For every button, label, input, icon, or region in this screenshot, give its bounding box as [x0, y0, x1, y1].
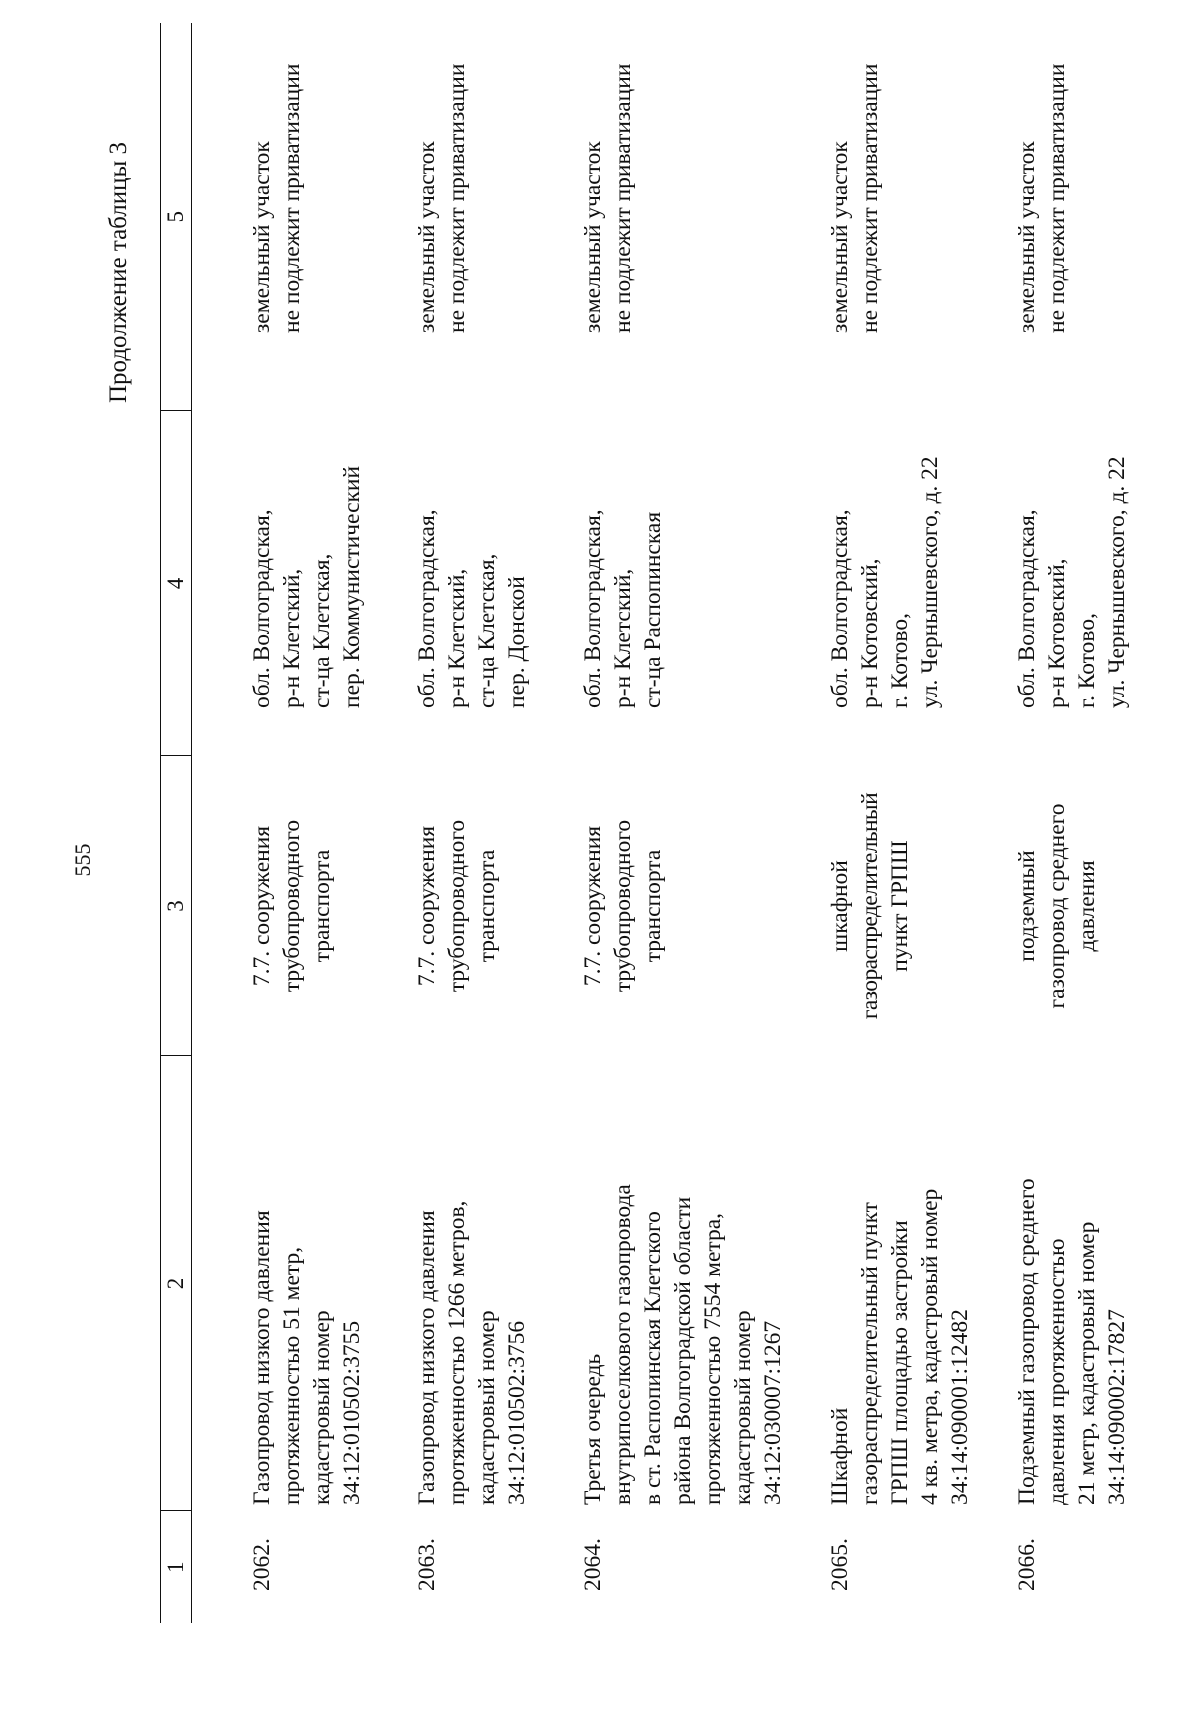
object-name-line: протяженностью 51 метр,: [279, 1246, 305, 1505]
object-name-line: 34:12:010502:3755: [339, 1320, 365, 1505]
object-note-line: земельный участок: [827, 141, 853, 333]
object-note-line: земельный участок: [580, 141, 606, 333]
object-note-line: земельный участок: [414, 141, 440, 333]
object-name-line: внутрипоселкового газопровода: [610, 1184, 636, 1505]
object-address-line: р-н Котовский,: [857, 558, 883, 708]
object-type-line: подземный: [1014, 850, 1040, 962]
object-address-line: р-н Клетский,: [610, 568, 636, 708]
object-note-line: не подлежит приватизации: [444, 63, 470, 333]
object-address: [375, 411, 540, 756]
object-note: [375, 23, 540, 411]
column-header-5: 5: [161, 23, 192, 411]
object-type-line: шкафной: [827, 860, 853, 952]
object-note-line: не подлежит приватизации: [610, 63, 636, 333]
object-name-line: кадастровый номер: [309, 1310, 335, 1505]
object-name-line: ГРПШ площадью застройки: [887, 1220, 913, 1505]
object-type: [192, 756, 376, 1056]
object-type-line: транспорта: [640, 849, 666, 963]
table-row: [375, 23, 540, 1623]
table-row: [192, 23, 376, 1623]
object-type-line: газопровод среднего: [1044, 803, 1070, 1009]
object-type: [375, 756, 540, 1056]
object-note-line: земельный участок: [1014, 141, 1040, 333]
object-name-line: кадастровый номер: [474, 1310, 500, 1505]
object-type-line: газораспределительный: [857, 792, 883, 1020]
object-name: [540, 1056, 788, 1511]
page-number: 555: [70, 843, 95, 877]
object-address-line: р-н Клетский,: [444, 568, 470, 708]
row-number: 2064.: [580, 1538, 606, 1591]
table-row: [540, 23, 788, 1623]
column-header-1: 1: [161, 1511, 192, 1623]
object-type: [975, 756, 1140, 1056]
object-address-line: ст-ца Клетская,: [474, 553, 500, 708]
object-type: [788, 756, 975, 1056]
object-type-line: трубопроводного: [610, 819, 636, 993]
object-name-line: Третья очередь: [580, 1353, 606, 1505]
object-address-line: ул. Чернышевского, д. 22: [1104, 456, 1130, 708]
table-row: [788, 23, 975, 1623]
column-header-4: 4: [161, 411, 192, 756]
object-type-line: давления: [1074, 860, 1100, 952]
object-address-line: ул. Чернышевского, д. 22: [917, 456, 943, 708]
object-name: [375, 1056, 540, 1511]
object-type: [540, 756, 788, 1056]
object-name-line: 34:14:090002:17827: [1104, 1309, 1130, 1505]
column-header-3: 3: [161, 756, 192, 1056]
object-name-line: 34:12:010502:3756: [504, 1320, 530, 1505]
object-note: [788, 23, 975, 411]
object-type-line: трубопроводного: [279, 819, 305, 993]
registry-table: [160, 23, 1140, 1623]
object-name-line: газораспределительный пункт: [857, 1202, 883, 1505]
object-address: [540, 411, 788, 756]
object-type-line: пункт ГРПШ: [887, 840, 913, 972]
object-note: [540, 23, 788, 411]
object-note: [192, 23, 376, 411]
object-address-line: обл. Волгоградская,: [827, 509, 853, 708]
object-address-line: р-н Котовский,: [1044, 558, 1070, 708]
row-number: 2062.: [249, 1538, 275, 1591]
header-row: [161, 23, 192, 1623]
object-type-line: трубопроводного: [444, 819, 470, 993]
object-address-line: ст-ца Распопинская: [640, 511, 666, 708]
object-name-line: 21 метр, кадастровый номер: [1074, 1221, 1100, 1505]
object-type-line: 7.7. сооружения: [580, 825, 606, 987]
object-address-line: г. Котово,: [1074, 613, 1100, 708]
row-number: 2066.: [1014, 1538, 1040, 1591]
object-name: [788, 1056, 975, 1511]
object-type-line: транспорта: [474, 849, 500, 963]
object-name-line: протяженностью 7554 метра,: [700, 1212, 726, 1505]
object-name-line: района Волгоградской области: [670, 1196, 696, 1505]
column-header-2: 2: [161, 1056, 192, 1511]
object-name-line: 34:14:090001:12482: [947, 1309, 973, 1505]
row-number: 2065.: [827, 1538, 853, 1591]
table-row: [975, 23, 1140, 1623]
object-name: [975, 1056, 1140, 1511]
object-address-line: пер. Коммунистический: [339, 465, 365, 708]
object-note-line: не подлежит приватизации: [279, 63, 305, 333]
object-address: [192, 411, 376, 756]
object-address-line: г. Котово,: [887, 613, 913, 708]
object-type-line: 7.7. сооружения: [414, 825, 440, 987]
object-address-line: обл. Волгоградская,: [1014, 509, 1040, 708]
row-number: 2063.: [414, 1538, 440, 1591]
object-name-line: протяженностью 1266 метров,: [444, 1200, 470, 1505]
object-address-line: обл. Волгоградская,: [580, 509, 606, 708]
object-address-line: обл. Волгоградская,: [249, 509, 275, 708]
object-address: [975, 411, 1140, 756]
object-address-line: обл. Волгоградская,: [414, 509, 440, 708]
object-name-line: кадастровый номер: [730, 1310, 756, 1505]
table-continuation-caption: Продолжение таблицы 3: [105, 141, 132, 403]
object-type-line: 7.7. сооружения: [249, 825, 275, 987]
object-name-line: давления протяженностью: [1044, 1238, 1070, 1505]
object-name: [192, 1056, 376, 1511]
object-name-line: Газопровод низкого давления: [249, 1210, 275, 1505]
object-name-line: Газопровод низкого давления: [414, 1210, 440, 1505]
object-address-line: пер. Донской: [504, 576, 530, 708]
object-name-line: Шкафной: [827, 1407, 853, 1505]
object-name-line: в ст. Распопинская Клетского: [640, 1211, 666, 1505]
object-type-line: транспорта: [309, 849, 335, 963]
object-note-line: земельный участок: [249, 141, 275, 333]
object-name-line: Подземный газопровод среднего: [1014, 1178, 1040, 1505]
object-note-line: не подлежит приватизации: [857, 63, 883, 333]
object-name-line: 4 кв. метра, кадастровый номер: [917, 1188, 943, 1505]
object-note: [975, 23, 1140, 411]
object-name-line: 34:12:030007:1267: [760, 1320, 786, 1505]
object-note-line: не подлежит приватизации: [1044, 63, 1070, 333]
object-address: [788, 411, 975, 756]
object-address-line: ст-ца Клетская,: [309, 553, 335, 708]
object-address-line: р-н Клетский,: [279, 568, 305, 708]
